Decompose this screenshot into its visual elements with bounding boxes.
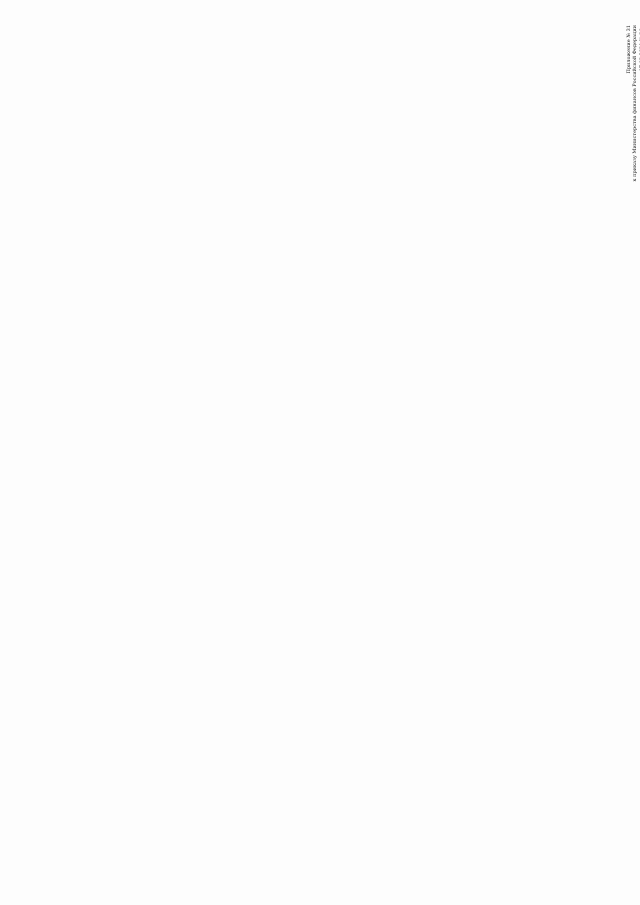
annex-order: к приказу Министерства финансов Российской Федерации	[632, 25, 639, 182]
annex-header	[626, 25, 640, 285]
rotated-form-page	[620, 15, 640, 895]
annex-number: Приложение № 31	[626, 25, 632, 74]
